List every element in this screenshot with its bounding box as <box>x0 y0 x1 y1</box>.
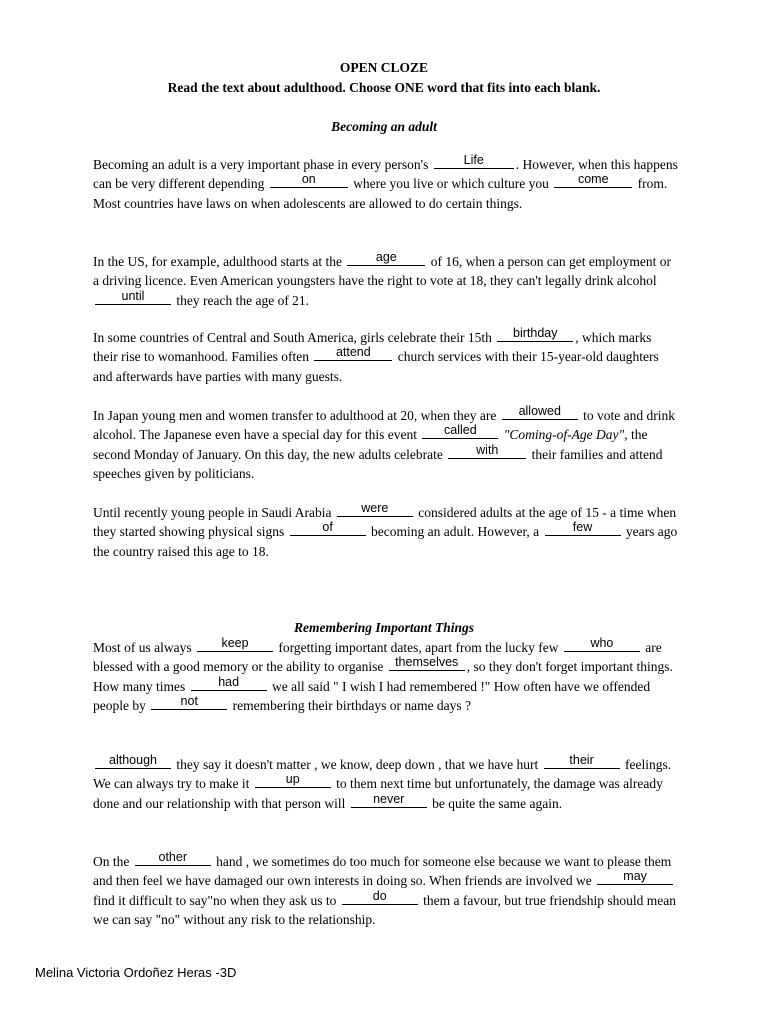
answer-blank[interactable]: up <box>255 775 331 788</box>
answer-blank[interactable]: age <box>347 253 425 266</box>
paragraph-8: On the other hand , we sometimes do too much for someone else because we want to please them and then feel we have damaged our own interests in doing so. When friends are involved we may find it difficult to say"no when they ask us to do them a favour, but true friendship should mean we can say "no" without any risk to the relationship. <box>93 850 677 928</box>
paragraph-2: In the US, for example, adulthood starts at the age of 16, when a person can get employment or a driving licence. Even American youngsters have the right to vote at 18, they can't legally drink alcohol until they reach the age of 21. <box>93 250 672 308</box>
answer-blank[interactable]: never <box>351 795 427 808</box>
answer-blank[interactable]: do <box>342 892 418 905</box>
answer-blank[interactable]: allowed <box>502 407 578 420</box>
section-heading-remembering: Remembering Important Things <box>293 620 475 635</box>
answer-blank[interactable]: few <box>545 523 621 536</box>
answer-blank[interactable]: who <box>564 639 640 652</box>
answer-blank[interactable]: called <box>422 426 498 439</box>
answer-blank[interactable]: their <box>544 756 620 769</box>
paragraph-6: Most of us always keep forgetting important dates, apart from the lucky few who are blessed with a good memory or the ability to organise themselves , so they don't forget important things. How many times had we all said " I wish I had remembered !" How often have we offended people by not remembering their birthdays or name days ? <box>93 636 673 714</box>
answer-blank[interactable]: may <box>597 872 673 885</box>
section-heading-becoming-adult: Becoming an adult <box>331 119 437 134</box>
footer-author: Melina Victoria Ordoñez Heras -3D <box>35 965 237 980</box>
answer-blank[interactable]: other <box>135 853 211 866</box>
paragraph-4: In Japan young men and women transfer to adulthood at 20, when they are allowed to vote and drink alcohol. The Japanese even have a special day for this event called "Coming-of-Age Day", the second Monday of January. On this day, the new adults celebrate with their families and attend speeches given by politicians. <box>93 404 675 482</box>
answer-blank[interactable]: Life <box>434 156 514 169</box>
answer-blank[interactable]: had <box>191 678 267 691</box>
answer-blank[interactable]: keep <box>197 639 273 652</box>
paragraph-1: Becoming an adult is a very important phase in every person's Life . However, when this happens can be very different depending on where you live or which culture you come from. Most countries have laws on when adolescents are allowed to do certain things. <box>93 153 678 211</box>
answer-blank[interactable]: of <box>290 523 366 536</box>
instructions: Read the text about adulthood. Choose ONE word that fits into each blank. <box>167 80 601 95</box>
answer-blank[interactable]: birthday <box>497 329 573 342</box>
answer-blank[interactable]: not <box>151 697 227 710</box>
paragraph-5: Until recently young people in Saudi Arabia were considered adults at the age of 15 - a time when they started showing physical signs of becoming an adult. However, a few years ago the country raised this age to 18. <box>93 501 678 559</box>
answer-blank[interactable]: although <box>95 756 171 769</box>
answer-blank[interactable]: were <box>337 504 413 517</box>
worksheet-title: OPEN CLOZE <box>339 60 429 75</box>
answer-blank[interactable]: with <box>448 446 526 459</box>
answer-blank[interactable]: themselves <box>389 658 465 671</box>
paragraph-7: although they say it doesn't matter , we know, deep down , that we have hurt their feelings. We can always try to make it up to them next time but unfortunately, the damage was already done and our relationship with that person will never be quite the same again. <box>93 753 672 811</box>
answer-blank[interactable]: on <box>270 175 348 188</box>
answer-blank[interactable]: come <box>554 175 632 188</box>
answer-blank[interactable]: until <box>95 292 171 305</box>
paragraph-3: In some countries of Central and South America, girls celebrate their 15th birthday , which marks their rise to womanhood. Families often attend church services with their 15-year-old daughters and afterwards have parties with many guests. <box>93 326 659 384</box>
answer-blank[interactable]: attend <box>314 348 392 361</box>
